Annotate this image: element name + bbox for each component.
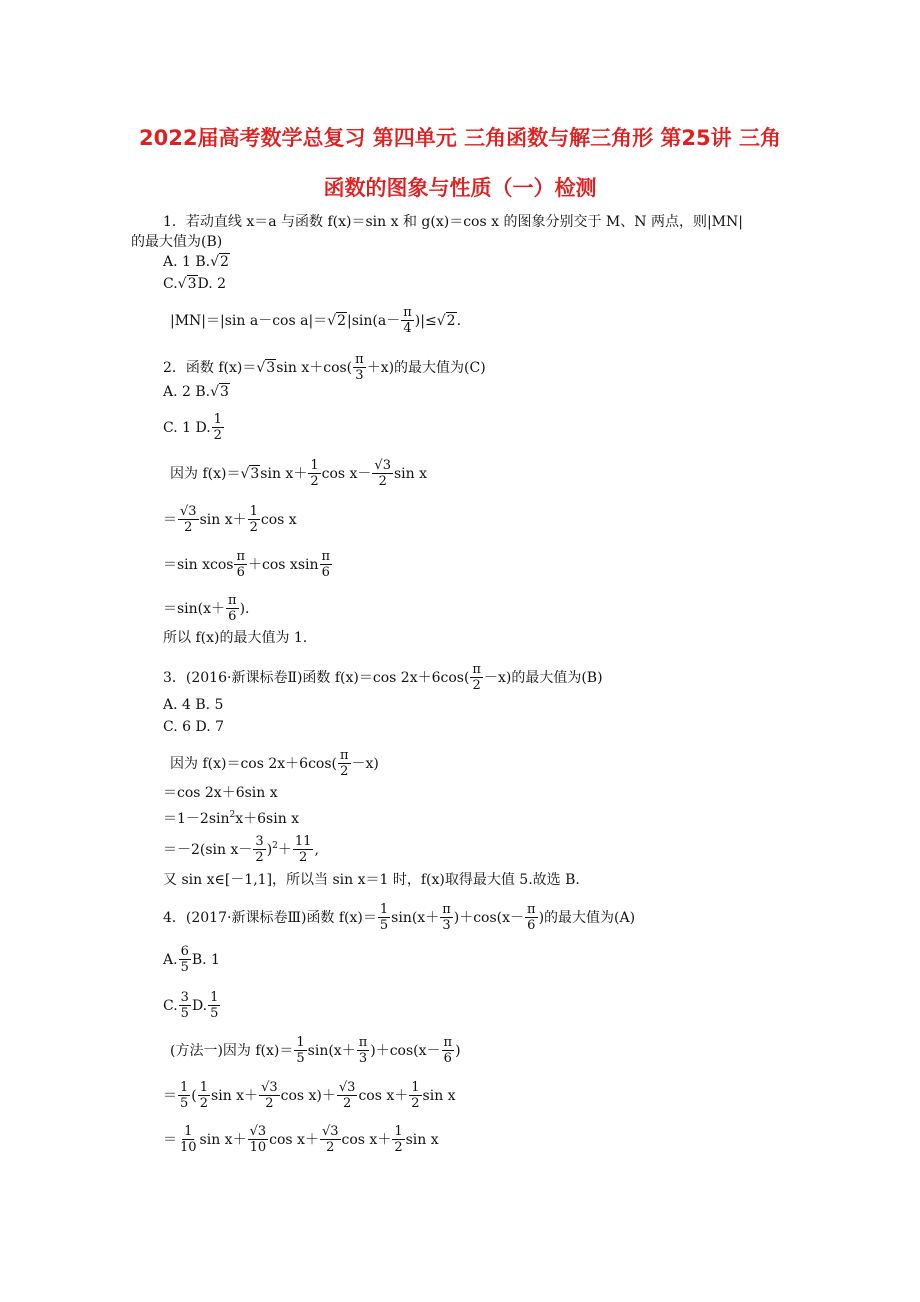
fraction-numerator: 1	[249, 504, 258, 519]
square-root	[240, 465, 260, 483]
radical-sign-icon: √	[177, 276, 187, 292]
text-run: 的最大值为(B)	[131, 234, 223, 250]
radical-sign-icon: √	[240, 465, 250, 482]
fraction-denominator: 5	[180, 1096, 189, 1111]
fraction-numerator: √3	[180, 504, 197, 519]
fraction	[470, 662, 483, 693]
fraction	[226, 593, 239, 624]
fraction	[353, 352, 366, 383]
fraction-denominator: 3	[442, 918, 451, 933]
radicand: 2	[446, 312, 456, 329]
fraction	[234, 549, 247, 580]
fraction-denominator: 2	[299, 850, 308, 865]
fraction-denominator: 5	[180, 1006, 189, 1021]
fraction	[248, 1124, 269, 1155]
q3-solution-step3	[163, 806, 299, 828]
text-run: )＋cos(x－	[370, 1042, 441, 1059]
fraction-numerator: 1	[379, 902, 389, 917]
fraction-denominator: 10	[249, 1140, 267, 1155]
fraction	[440, 902, 453, 933]
text-run: sin(x＋	[307, 1042, 356, 1059]
fraction-denominator: 2	[343, 1096, 352, 1111]
text-run: 4．(2017·新课标卷Ⅲ)函数 f(x)＝	[163, 909, 377, 926]
fraction-denominator: 5	[210, 1006, 219, 1021]
radicand: 3	[250, 465, 260, 482]
fraction-denominator: 6	[236, 565, 245, 580]
radical-sign-icon: √	[436, 312, 446, 329]
fraction	[337, 1080, 358, 1111]
text-run: sin x＋	[211, 1087, 259, 1104]
q4-stem	[163, 902, 635, 933]
q2-options-cd	[163, 412, 225, 443]
text-run: B. 1	[191, 951, 220, 968]
fraction-denominator: 5	[296, 1051, 305, 1066]
fraction	[320, 549, 333, 580]
fraction	[212, 412, 224, 443]
text-run: C.	[163, 276, 178, 292]
fraction-numerator: 3	[180, 990, 189, 1005]
text-run: cos x)＋	[280, 1087, 336, 1104]
fraction-numerator: π	[228, 593, 237, 608]
radicand: 3	[187, 276, 197, 292]
fraction-numerator: 1	[310, 458, 319, 473]
fraction-denominator: 3	[358, 1051, 368, 1066]
text-run: 2．函数 f(x)＝	[163, 359, 257, 376]
text-run: ＝－2(sin x－	[163, 841, 253, 858]
fraction-numerator: π	[472, 662, 481, 677]
q4-options-cd	[163, 990, 221, 1021]
fraction	[357, 1035, 370, 1066]
text-run: D. 2	[197, 276, 227, 292]
fraction-numerator: √3	[261, 1080, 278, 1095]
text-run: －x)的最大值为(B)	[483, 669, 603, 686]
fraction-numerator: π	[403, 305, 412, 320]
text-run: C. 1 D.	[163, 419, 211, 436]
fraction-numerator: 6	[180, 944, 189, 959]
fraction	[198, 1080, 210, 1111]
q4-solution-step1	[170, 1035, 461, 1066]
fraction-denominator: 2	[411, 1096, 420, 1111]
text-run: 所以 f(x)的最大值为 1.	[163, 630, 308, 646]
text-run: |MN|＝|sin a－cos a|＝	[170, 312, 328, 329]
q3-options-ab	[163, 696, 223, 714]
text-run: ＝	[163, 511, 177, 528]
q2-options-ab	[163, 383, 230, 401]
fraction-denominator: 2	[265, 1096, 274, 1111]
fraction-numerator: 1	[180, 1080, 189, 1095]
fraction	[259, 1080, 280, 1111]
text-run: －x)	[351, 755, 379, 772]
fraction	[409, 1080, 421, 1111]
q2-solution-step2	[163, 504, 297, 535]
radicand: 3	[220, 384, 229, 400]
text-run: )	[266, 841, 273, 858]
fraction-denominator: 2	[255, 850, 264, 865]
text-run: sin x＋	[199, 511, 247, 528]
text-run: sin x＋cos(	[276, 359, 353, 376]
text-run: ＝1－2sin	[163, 810, 230, 827]
fraction-numerator: 1	[296, 1035, 305, 1050]
q1-options-ab	[163, 253, 230, 271]
fraction-numerator: π	[442, 902, 451, 917]
fraction-numerator: 1	[184, 1124, 193, 1139]
text-run: cos x＋	[341, 1131, 392, 1148]
fraction-numerator: π	[355, 352, 364, 367]
fraction	[179, 990, 191, 1021]
fraction	[294, 1035, 306, 1066]
fraction	[253, 834, 265, 865]
text-run: |sin(a－	[347, 312, 401, 329]
fraction-denominator: 3	[355, 368, 364, 383]
text-run: )＋cos(x－	[453, 909, 525, 926]
text-run: x＋6sin x	[235, 810, 300, 827]
q3-options-cd	[163, 718, 224, 736]
fraction	[442, 1035, 455, 1066]
q2-solution-step3	[163, 549, 333, 580]
text-run: (	[191, 1087, 197, 1104]
fraction-denominator: 2	[472, 678, 481, 693]
fraction	[372, 458, 393, 489]
fraction-denominator: 6	[443, 1051, 452, 1066]
text-run: ＝sin(x＋	[163, 600, 226, 617]
text-run: sin x＋	[199, 1131, 247, 1148]
fraction-numerator: π	[236, 549, 246, 564]
fraction-numerator: 1	[199, 1080, 209, 1095]
superscript: 2	[272, 840, 278, 851]
text-run: ,	[314, 841, 319, 858]
q4-solution-step2	[163, 1080, 456, 1111]
fraction-denominator: 2	[394, 1140, 403, 1155]
q3-solution-step1	[170, 748, 379, 779]
square-root	[256, 359, 276, 377]
fraction-numerator: √3	[321, 1124, 339, 1139]
text-run: 因为 f(x)＝cos 2x＋6cos(	[170, 755, 337, 772]
square-root	[327, 312, 347, 330]
text-run: sin x	[422, 1087, 456, 1104]
fraction-denominator: 2	[184, 520, 193, 535]
fraction-denominator: 2	[310, 474, 319, 489]
text-run: ＋x)的最大值为(C)	[366, 359, 486, 376]
fraction	[178, 1080, 190, 1111]
fraction-numerator: π	[358, 1035, 368, 1050]
doc-title-line2: 函数的图象与性质（一）检测	[323, 176, 597, 200]
q3-solution-step4	[163, 834, 319, 865]
fraction-numerator: √3	[249, 1124, 267, 1139]
text-run: .	[456, 312, 462, 329]
fraction-denominator: 2	[326, 1140, 335, 1155]
text-run: D.	[191, 997, 208, 1014]
fraction	[525, 902, 538, 933]
radicand: 2	[337, 312, 347, 329]
radicand: 2	[220, 254, 229, 270]
q2-conclusion	[163, 629, 307, 647]
q2-solution-step1	[170, 458, 427, 489]
fraction	[178, 1124, 199, 1155]
radical-sign-icon: √	[256, 359, 266, 376]
text-run: A.	[163, 951, 178, 968]
fraction	[179, 944, 191, 975]
fraction	[178, 504, 199, 535]
fraction	[248, 504, 260, 535]
text-run: 3．(2016·新课标卷Ⅱ)函数 f(x)＝cos 2x＋6cos(	[163, 669, 470, 686]
text-run: )|≤	[414, 312, 437, 329]
fraction-numerator: π	[321, 549, 331, 564]
fraction-numerator: √3	[338, 1080, 356, 1095]
text-run: ＋	[277, 841, 292, 858]
text-run: ＝	[163, 1087, 177, 1104]
text-run: cos x＋	[358, 1087, 409, 1104]
text-run: ).	[239, 600, 250, 617]
fraction-numerator: 1	[213, 412, 222, 427]
fraction-denominator: 5	[180, 960, 189, 975]
text-run: )	[455, 1042, 461, 1059]
fraction-denominator: 2	[249, 520, 258, 535]
q3-conclusion	[163, 871, 580, 889]
text-run: 因为 f(x)＝	[170, 465, 241, 482]
fraction	[320, 1124, 341, 1155]
fraction	[293, 834, 314, 865]
fraction	[401, 305, 414, 336]
fraction-denominator: 2	[213, 428, 222, 443]
fraction-numerator: √3	[374, 458, 391, 473]
fraction	[392, 1124, 404, 1155]
text-run: ＋cos xsin	[248, 556, 319, 573]
fraction-denominator: 6	[228, 609, 237, 624]
fraction	[378, 902, 390, 933]
fraction-denominator: 10	[180, 1140, 197, 1155]
text-run: ＝sin xcos	[163, 556, 234, 573]
q2-solution-step4	[163, 593, 250, 624]
fraction-numerator: 1	[210, 990, 219, 1005]
q1-stem-cont	[131, 233, 222, 251]
q4-options-ab	[163, 944, 220, 975]
text-run: sin x	[405, 1131, 439, 1148]
fraction-denominator: 2	[378, 474, 387, 489]
q1-solution	[170, 305, 461, 336]
square-root	[178, 275, 198, 293]
fraction-numerator: 1	[394, 1124, 403, 1139]
fraction-denominator: 5	[379, 918, 389, 933]
radical-sign-icon: √	[210, 384, 220, 400]
fraction-numerator: 1	[411, 1080, 420, 1095]
superscript: 2	[229, 810, 236, 820]
text-run: ＝	[163, 1131, 177, 1148]
text-run: (方法一)因为 f(x)＝	[170, 1042, 294, 1059]
text-run: sin(x＋	[391, 909, 440, 926]
fraction-numerator: 3	[255, 834, 264, 849]
text-run: ＝cos 2x＋6sin x	[163, 785, 278, 801]
fraction-denominator: 2	[199, 1096, 209, 1111]
text-run: 又 sin x∈[－1,1]，所以当 sin x＝1 时，f(x)取得最大值 5.故选 B.	[163, 872, 580, 888]
q3-stem	[163, 662, 603, 693]
fraction	[338, 748, 351, 779]
text-run: A. 2 B.	[163, 384, 211, 400]
radicand: 3	[266, 359, 276, 376]
fraction-numerator: π	[527, 902, 536, 917]
fraction-denominator: 2	[340, 764, 349, 779]
fraction	[308, 458, 320, 489]
text-run: A. 1 B.	[163, 254, 211, 270]
square-root	[210, 253, 230, 271]
q1-options-cd	[163, 275, 226, 293]
text-run: cos x－	[321, 465, 372, 482]
q2-stem	[163, 352, 486, 383]
radical-sign-icon: √	[327, 312, 337, 329]
fraction-denominator: 4	[403, 321, 412, 336]
text-run: 1．若动直线 x＝a 与函数 f(x)＝sin x 和 g(x)＝cos x 的图象分别交于 M、N 两点，则|MN|	[163, 214, 743, 230]
radical-sign-icon: √	[210, 254, 220, 270]
fraction-denominator: 6	[321, 565, 330, 580]
text-run: sin x＋	[260, 465, 308, 482]
text-run: cos x＋	[269, 1131, 319, 1148]
text-run: A. 4 B. 5	[163, 697, 224, 713]
fraction-numerator: π	[443, 1035, 453, 1050]
square-root	[210, 383, 230, 401]
text-run: )的最大值为(A)	[538, 909, 636, 926]
q4-solution-step3	[163, 1124, 439, 1155]
fraction	[208, 990, 220, 1021]
fraction-denominator: 6	[527, 918, 536, 933]
fraction-numerator: π	[339, 748, 349, 763]
doc-title-line1: 2022届高考数学总复习 第四单元 三角函数与解三角形 第25讲 三角	[139, 126, 781, 150]
q1-stem	[163, 213, 743, 231]
text-run: sin x	[393, 465, 428, 482]
text-run: cos x	[260, 511, 297, 528]
text-run: C.	[163, 997, 178, 1014]
square-root	[437, 312, 457, 330]
q3-solution-step2	[163, 784, 278, 802]
fraction-numerator: 11	[294, 834, 312, 849]
text-run: C. 6 D. 7	[163, 719, 225, 735]
